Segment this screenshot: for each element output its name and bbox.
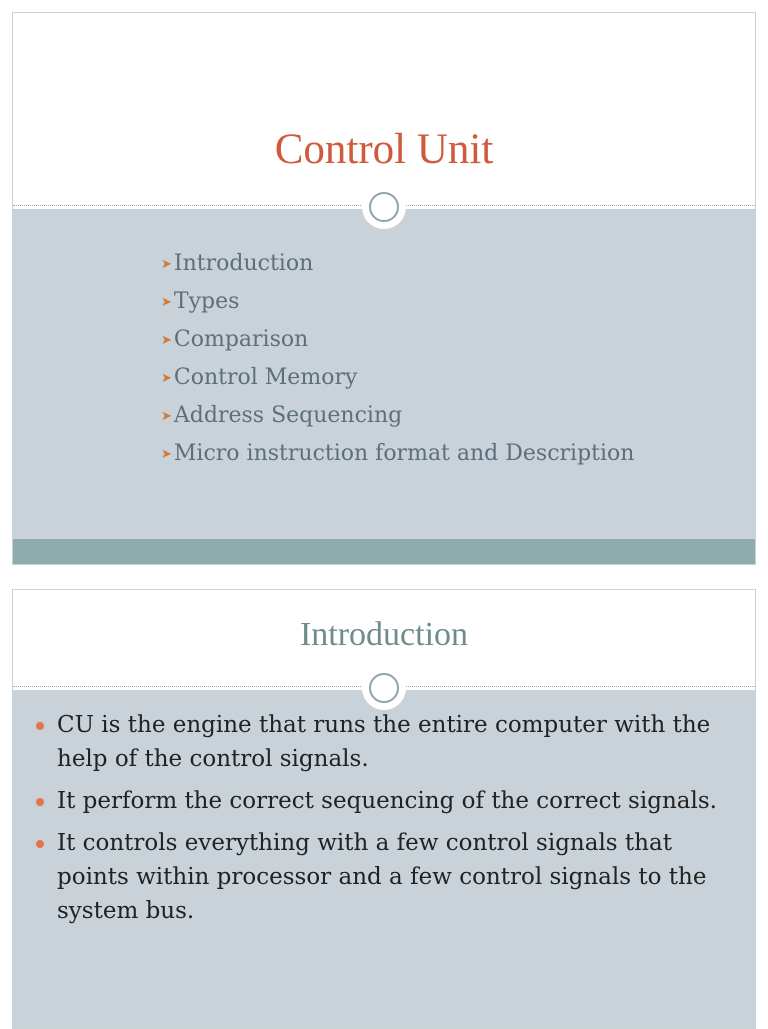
slide-title: Control Unit — [274, 126, 494, 173]
agenda-item-label: Types — [173, 289, 240, 314]
title-area — [13, 13, 755, 205]
arrow-bullet-icon: ➤ — [161, 371, 172, 386]
agenda-item-label: Address Sequencing — [173, 403, 403, 428]
agenda-item-label: Control Memory — [173, 365, 358, 390]
arrow-bullet-icon: ➤ — [161, 257, 172, 272]
agenda-item — [161, 397, 634, 435]
agenda-list — [161, 245, 634, 473]
circle-ornament-icon — [362, 666, 406, 710]
bullet-dot-icon — [36, 722, 44, 730]
circle-ornament-icon — [362, 185, 406, 229]
bullet-dot-icon — [36, 798, 44, 806]
agenda-item-label: Comparison — [173, 327, 309, 352]
agenda-item — [161, 359, 634, 397]
bullet-text: It controls everything with a few control signals that points within processor and a few control signals to the system bus. — [57, 830, 707, 924]
bullet-item — [33, 708, 733, 776]
footer-bar — [13, 539, 755, 565]
bullet-text: CU is the engine that runs the entire computer with the help of the control signals. — [57, 712, 711, 772]
agenda-item — [161, 435, 634, 473]
agenda-item-label: Introduction — [173, 251, 314, 276]
slide-control-unit — [12, 12, 756, 565]
arrow-bullet-icon: ➤ — [161, 447, 172, 462]
slide-introduction — [12, 589, 756, 1029]
slide-title: Introduction — [299, 616, 469, 653]
arrow-bullet-icon: ➤ — [161, 333, 172, 348]
bullet-list — [33, 708, 733, 936]
agenda-item — [161, 283, 634, 321]
arrow-bullet-icon: ➤ — [161, 409, 172, 424]
agenda-item-label: Micro instruction format and Description — [173, 441, 635, 466]
agenda-item — [161, 321, 634, 359]
agenda-item — [161, 245, 634, 283]
arrow-bullet-icon: ➤ — [161, 295, 172, 310]
bullet-text: It perform the correct sequencing of the correct signals. — [57, 788, 717, 814]
bullet-item — [33, 784, 733, 818]
bullet-dot-icon — [36, 840, 44, 848]
bullet-item — [33, 826, 733, 928]
